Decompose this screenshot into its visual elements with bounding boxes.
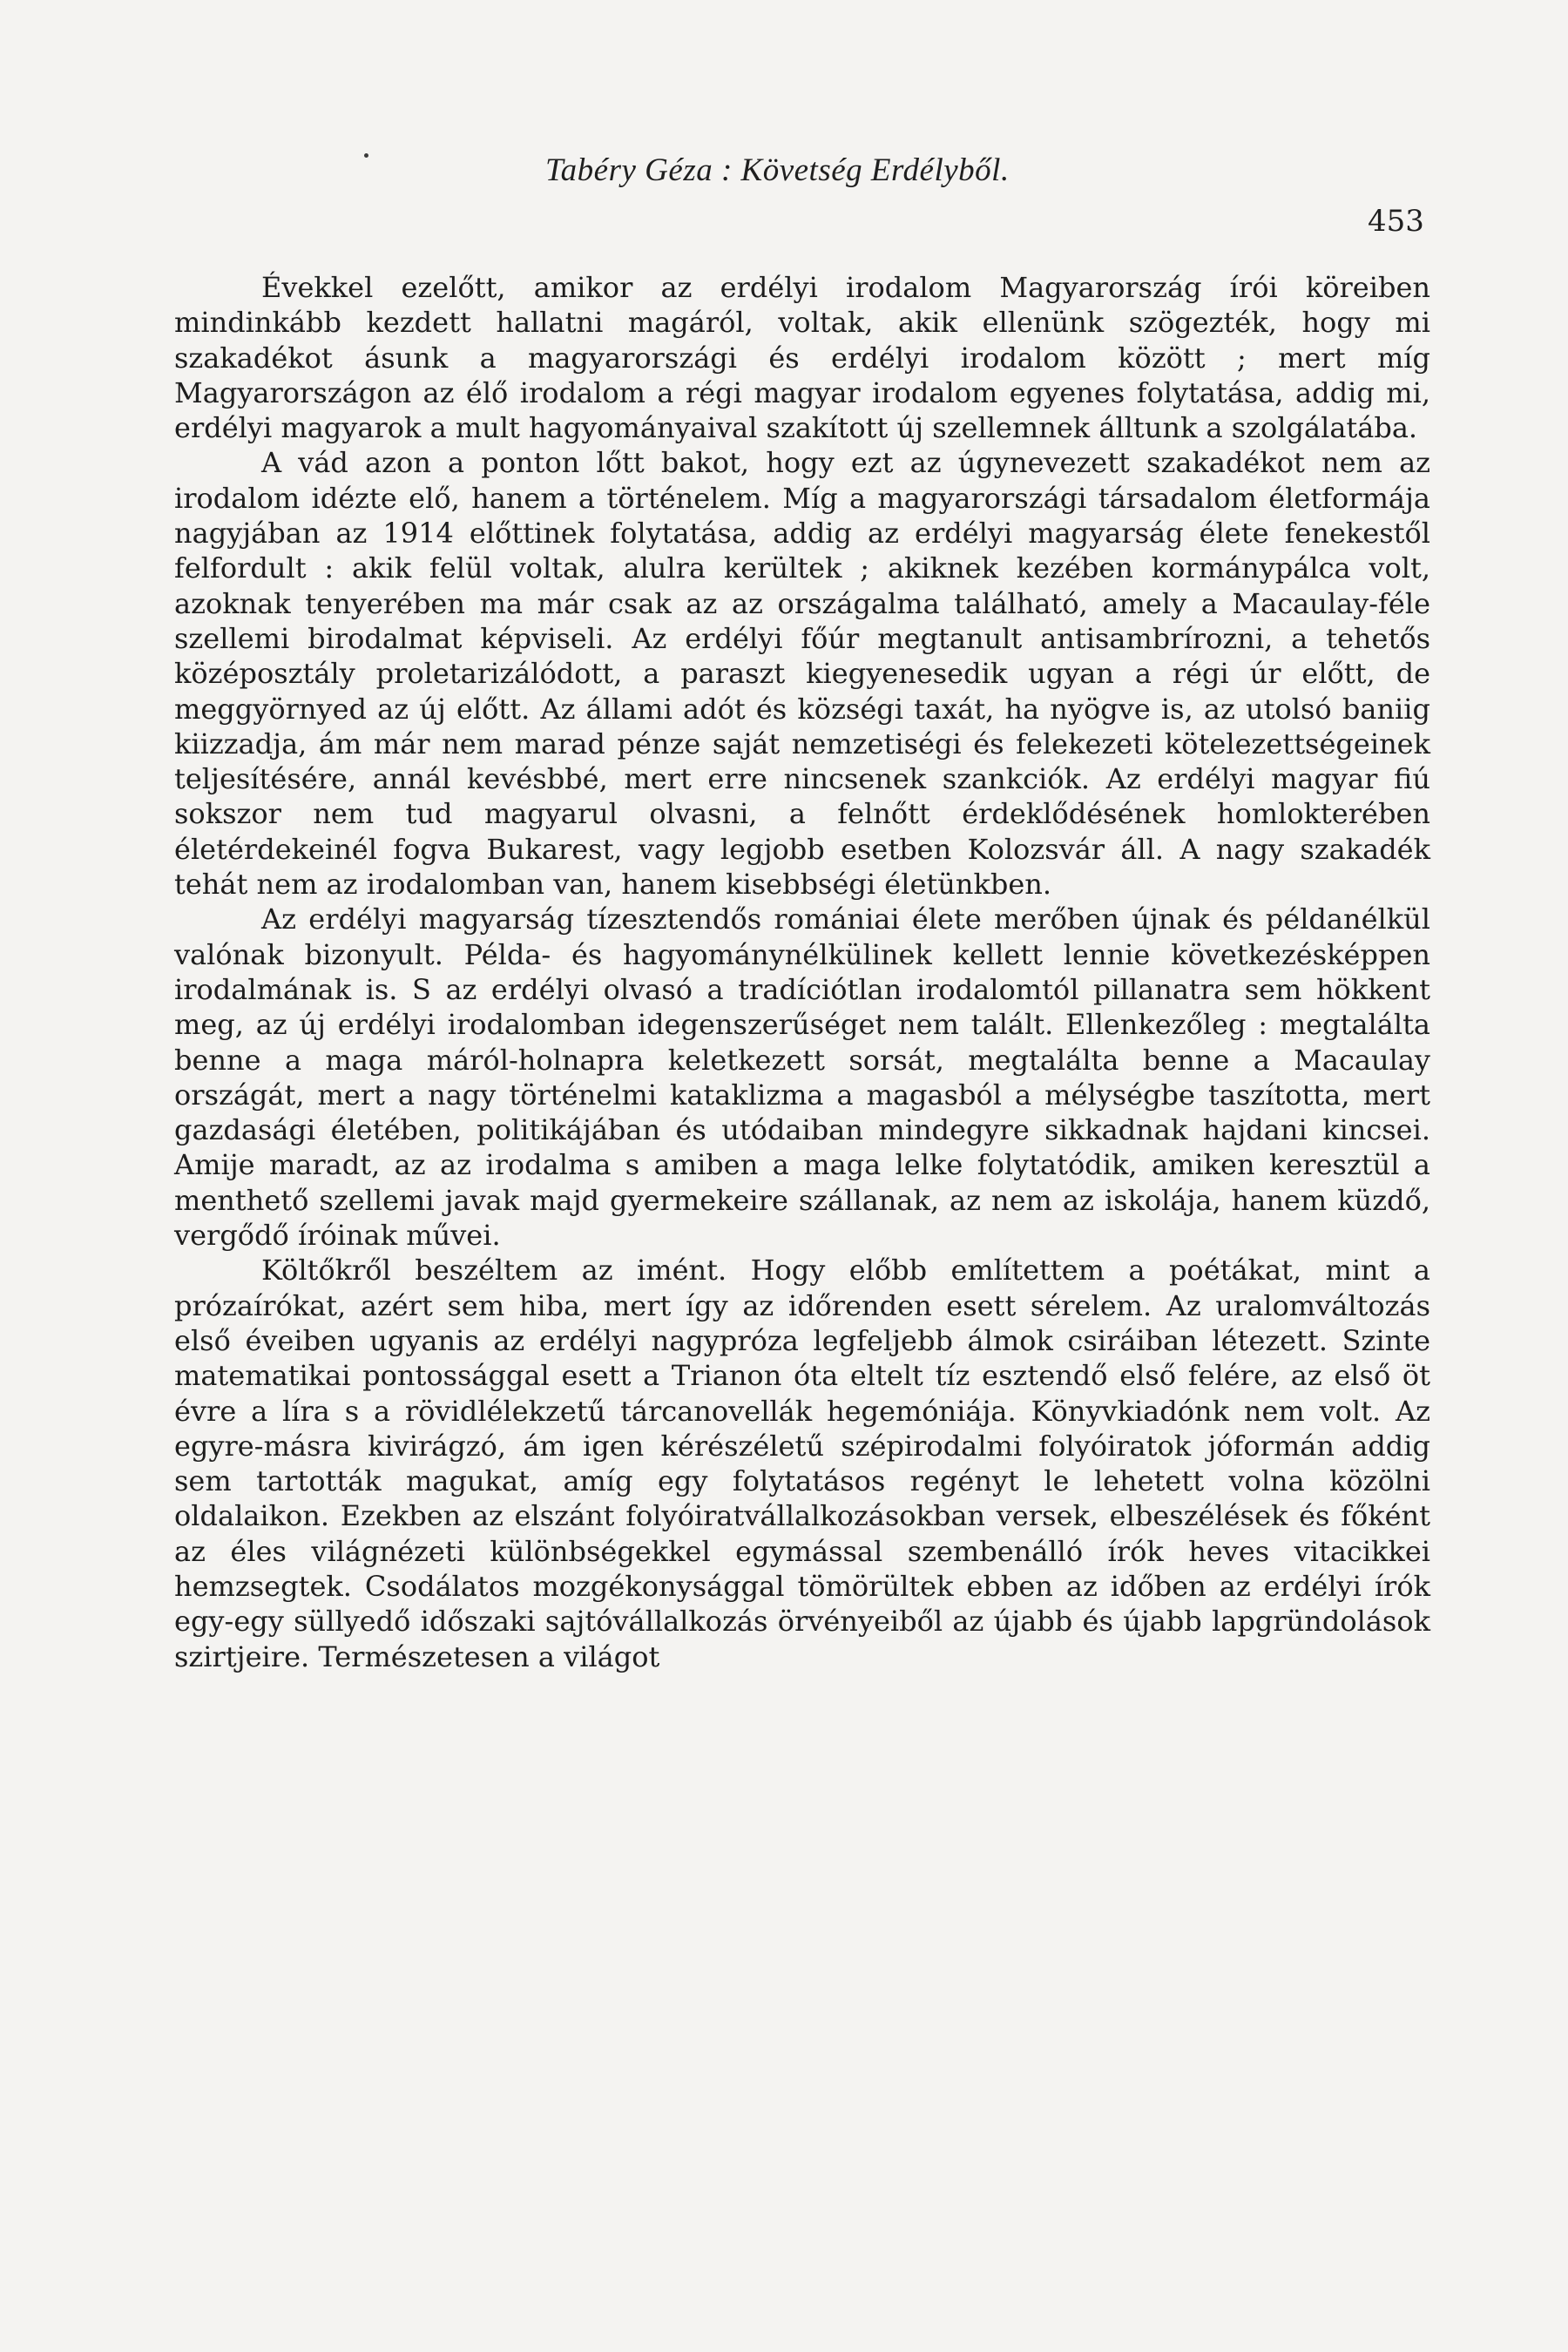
body-text: [174, 270, 1430, 1674]
paragraph: A vád azon a ponton lőtt bakot, hogy ezt az úgynevezett szakadékot nem az irodalom idézte elő, hanem a történelem. Míg a magyarországi társadalom életformája nagyjában az 1914 előttinek folytatása, addig az erdélyi magyarság élete fenekestől felfordult : akik felül voltak, alulra kerültek ; akiknek kezében kormánypálca volt, azoknak tenyerében ma már csak az az országalma található, amely a Macaulay-féle szellemi birodalmat képviseli. Az erdélyi főúr megtanult antisambrírozni, a tehetős középosztály proletarizálódott, a paraszt kiegyenesedik ugyan a régi úr előtt, de meggyörnyed az új előtt. Az állami adót és községi taxát, ha nyögve is, az utolsó baniig kiizzadja, ám már nem marad pénze saját nemzetiségi és felekezeti kötelezettségeinek teljesítésére, annál kevésbbé, mert erre nincsenek szankciók. Az erdélyi magyar fiú sokszor nem tud magyarul olvasni, a felnőtt érdeklődésének homlokterében életérdekeinél fogva Bukarest, vagy legjobb esetben Kolozsvár áll. A nagy szakadék tehát nem az irodalomban van, hanem kisebbségi életünkben.: [174, 446, 1430, 902]
paragraph: Költőkről beszéltem az imént. Hogy előbb említettem a poétákat, mint a prózaírókat, azért sem hiba, mert így az időrenden esett sérelem. Az uralomváltozás első éveiben ugyanis az erdélyi nagypróza legfeljebb álmok csiráiban létezett. Szinte matematikai pontossággal esett a Trianon óta eltelt tíz esztendő első felére, az első öt évre a líra s a rövidlélekzetű tárcanovellák hegemóniája. Könyvkiadónk nem volt. Az egyre-másra kivirágzó, ám igen kérészéletű szépirodalmi folyóiratok jóformán addig sem tartották magukat, amíg egy folytatásos regényt le lehetett volna közölni oldalaikon. Ezekben az elszánt folyóiratvállalkozásokban versek, elbeszélések és főként az éles világnézeti különbségekkel egymással szembenálló írók heves vitacikkei hemzsegtek. Csodálatos mozgékonysággal tömörültek ebben az időben az erdélyi írók egy-egy süllyedő időszaki sajtóvállalkozás örvényeiből az újabb és újabb lapgründolások szirtjeire. Természetesen a világot: [174, 1254, 1430, 1673]
page-number: 453: [1368, 204, 1424, 239]
running-title: Tabéry Géza : Követség Erdélyből.: [545, 152, 1010, 188]
paragraph: Az erdélyi magyarság tízesztendős romániai élete merőben újnak és példanélkül valónak bizonyult. Példa- és hagyománynélkülinek kellett lennie következésképpen irodalmának is. S az erdélyi olvasó a tradíciótlan irodalomtól pillanatra sem hökkent meg, az új erdélyi irodalomban idegenszerűséget nem talált. Ellenkezőleg : megtalálta benne a maga máról-holnapra keletkezett sorsát, megtalálta benne a Macaulay országát, mert a nagy történelmi kataklizma a magasból a mélységbe taszította, mert gazdasági életében, politikájában és utódaiban mindegyre sikkadnak hajdani kincsei. Amije maradt, az az irodalma s amiben a maga lelke folytatódik, amiken keresztül a menthető szellemi javak majd gyermekeire szállanak, az nem az iskolája, hanem küzdő, vergődő íróinak művei.: [174, 902, 1430, 1253]
paragraph: Évekkel ezelőtt, amikor az erdélyi irodalom Magyarország írói köreiben mindinkább kezdett hallatni magáról, voltak, akik ellenünk szögezték, hogy mi szakadékot ásunk a magyarországi és erdélyi irodalom között ; mert míg Magyarországon az élő irodalom a régi magyar irodalom egyenes folytatása, addig mi, erdélyi magyarok a mult hagyományaival szakított új szellemnek álltunk a szolgálatába.: [174, 271, 1430, 445]
printing-dot: [364, 153, 368, 158]
